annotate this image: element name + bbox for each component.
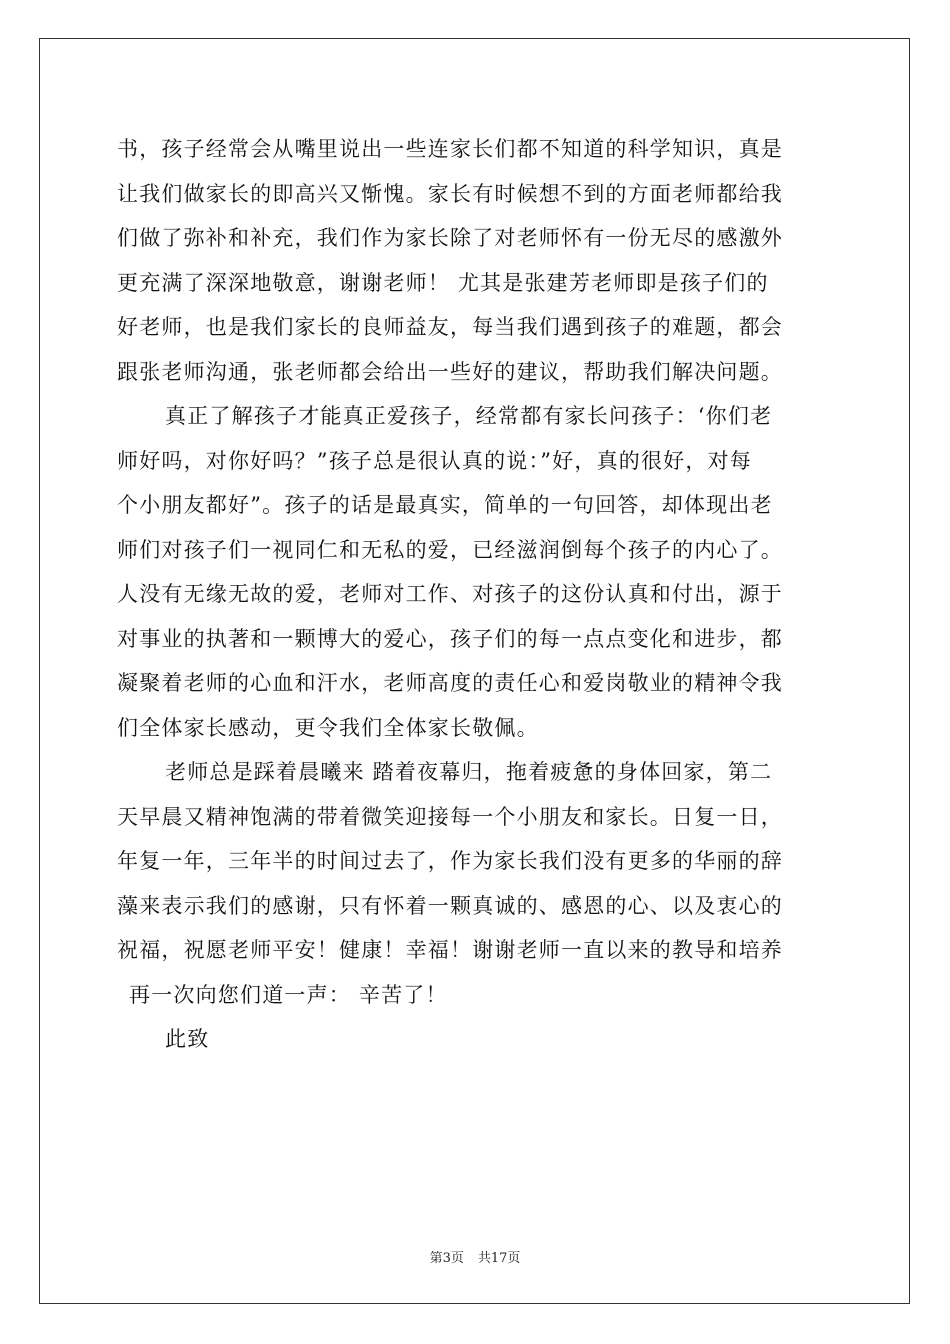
text-line: 人没有无缘无故的爱，老师对工作、对孩子的这份认真和付出，源于: [117, 582, 783, 606]
text-line: 祝福，祝愿老师平安！健康！幸福！谢谢老师一直以来的教导和培养: [117, 938, 783, 962]
text-line: 藻来表示我们的感谢，只有怀着一颗真诚的、感恩的心、以及衷心的: [117, 893, 783, 918]
text-line: 书，孩子经常会从嘴里说出一些连家长们都不知道的科学知识，真是: [117, 137, 783, 161]
text-line: 师们对孩子们一视同仁和无私的爱，已经滋润倒每个孩子的内心了。: [117, 537, 783, 562]
letter-body: [117, 127, 833, 1062]
page-total: 共17页: [477, 1251, 521, 1266]
text-line: 跟张老师沟通，张老师都会给出一些好的建议，帮助我们解决问题。: [117, 359, 783, 384]
paragraph-start-line: 真正了解孩子才能真正爱孩子，经常都有家长问孩子：‘你们老: [165, 404, 773, 428]
page-number: 第3页: [429, 1251, 464, 1266]
page-footer: [0, 1247, 950, 1266]
text-line: 好老师，也是我们家长的良师益友，每当我们遇到孩子的难题，都会: [117, 315, 783, 339]
text-line: 凝聚着老师的心血和汗水，老师高度的责任心和爱岗敬业的精神令我: [117, 671, 783, 695]
text-line: 年复一年，三年半的时间过去了，作为家长我们没有更多的华丽的辞: [117, 849, 783, 873]
text-line: 让我们做家长的即高兴又惭愧。家长有时候想不到的方面老师都给我: [117, 181, 783, 206]
text-line: 个小朋友都好”。孩子的话是最真实，简单的一句回答，却体现出老: [117, 493, 773, 517]
text-line: 师好吗，对你好吗？”孩子总是很认真的说：”好，真的很好，对每: [117, 448, 752, 473]
text-line: 们全体家长感动，更令我们全体家长敬佩。: [117, 715, 539, 740]
text-line: 们做了弥补和补充，我们作为家长除了对老师怀有一份无尽的感激外: [117, 226, 783, 250]
text-line: 对事业的执著和一颗博大的爱心，孩子们的每一点点变化和进步，都: [117, 626, 783, 651]
text-line: 天早晨又精神饱满的带着微笑迎接每一个小朋友和家长。日复一日，: [117, 804, 783, 829]
paragraph-start-line: 老师总是踩着晨曦来 踏着夜幕归，拖着疲惫的身体回家，第二: [165, 760, 773, 784]
text-line: 再一次向您们道一声： 辛苦了！: [129, 982, 448, 1007]
closing-salutation: 此致: [165, 1027, 210, 1051]
text-line: 更充满了深深地敬意，谢谢老师！ 尤其是张建芳老师即是孩子们的: [117, 270, 769, 295]
